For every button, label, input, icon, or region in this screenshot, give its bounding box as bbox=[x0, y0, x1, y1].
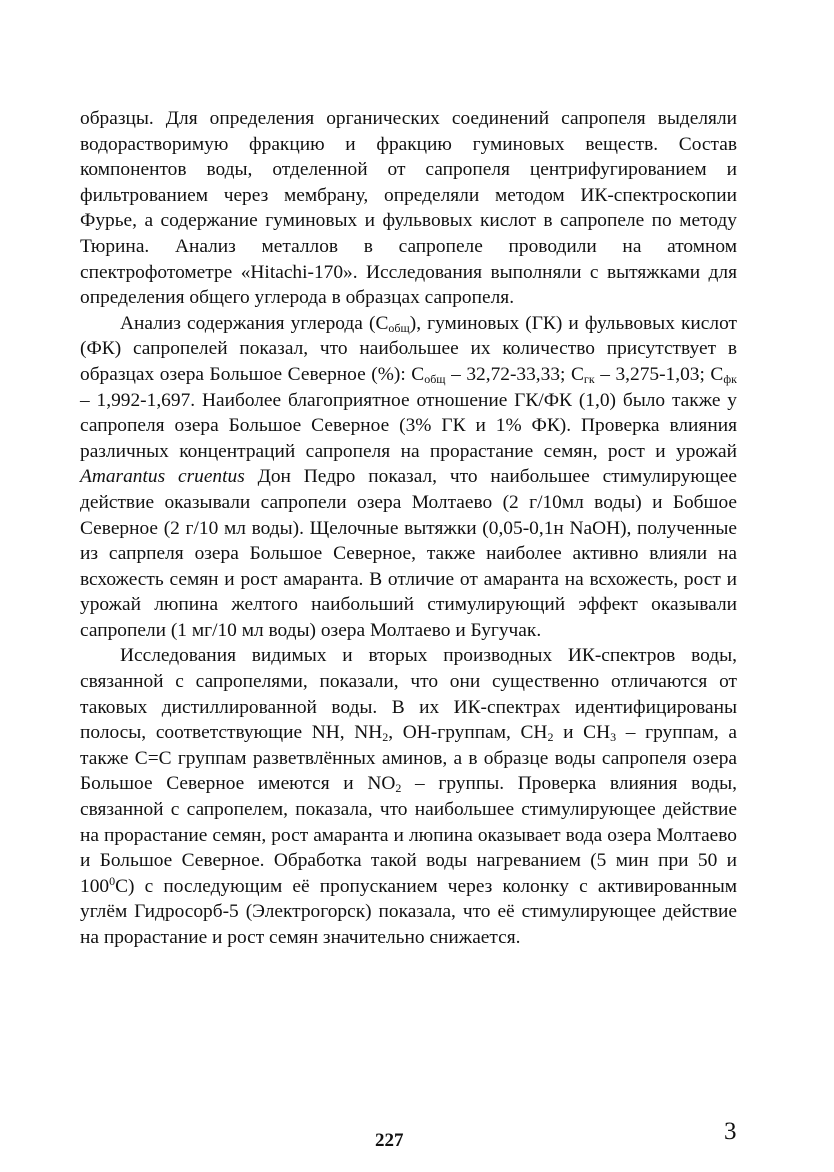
paragraph-1 bbox=[80, 106, 737, 311]
p3-text-5: – группы. Проверка влияния воды, связанной с сапропелем, показала, что наибольшее стимулирующее действие на прорастание семян, рост амаранта и люпина оказывает вода озера Молтаево и Большое Северное. Обработка такой воды нагреванием (5 мин при 50 и 100 bbox=[80, 773, 737, 897]
species-name: Amarantus cruentus bbox=[80, 466, 245, 488]
p3-subscript-3: 3 bbox=[610, 730, 617, 745]
p2-text-4: – 3,275-1,03; С bbox=[594, 363, 724, 385]
p2-text-1: Анализ содержания углерода (С bbox=[120, 312, 389, 334]
p2-text-6: Дон Педро показал, что наибольшее стимулирующее действие оказывали сапропели озера Молтаево (2 г/10мл воды) и Бобшое Северное (2 г/10 мл воды). Щелочные вытяжки (0,05-0,1н NaOH), полученные из сапрпеля озера Большое Северное, также наиболее активно влияли на всхожесть семян и рост амаранта. В отличие от амаранта на всхожесть, рост и урожай люпина желтого наибольший стимулирующий эффект оказывали сапропели (1 мг/10 мл воды) озера Молтаево и Бугучак. bbox=[80, 466, 737, 641]
p2-text-5: – 1,992-1,697. Наиболее благоприятное отношение ГК/ФК (1,0) было также у сапропеля озера Большое Северное (3% ГК и 1% ФК). Проверка влияния различных концентраций сапропеля на прорастание семян, рост и урожай bbox=[80, 389, 737, 462]
corner-mark: 3 bbox=[724, 1118, 737, 1145]
p2-subscript-4: фк bbox=[723, 371, 737, 386]
p3-text-2: , OH-группам, CH bbox=[388, 722, 548, 744]
p2-text-3: – 32,72-33,33; С bbox=[445, 363, 584, 385]
page-number: 227 bbox=[375, 1130, 404, 1151]
p3-subscript-4: 2 bbox=[395, 781, 402, 796]
p2-text-2: ), гуминовых (ГК) и фульвовых кислот (ФК) сапропелей показал, что наибольшее их количество присутствует в образцах озера Большое Северное (%): С bbox=[80, 312, 737, 385]
p3-subscript-1: 2 bbox=[382, 730, 389, 745]
paragraph-3 bbox=[80, 643, 737, 950]
p2-subscript-3: гк bbox=[583, 371, 595, 386]
paragraph-1-text: образцы. Для определения органических соединений сапропеля выделяли водорастворимую фракцию и фракцию гуминовых веществ. Состав компонентов воды, отделенной от сапропеля центрифугированием и фильтрованием через мембрану, определяли методом ИК-спектроскопии Фурье, а содержание гуминовых и фульвовых кислот в сапропеле по методу Тюрина. Анализ металлов в сапропеле проводили на атомном спектрофотометре «Hitachi-170». Исследования выполняли с вытяжками для определения общего углерода в образцах сапропеля. bbox=[80, 108, 737, 309]
p3-text-3: и CH bbox=[553, 722, 611, 744]
p3-text-6: С) с последующим её пропусканием через колонку с активированным углём Гидросорб-5 (Электрогорск) показала, что её стимулирующее действие на прорастание и рост семян значительно снижается. bbox=[80, 875, 737, 948]
p2-subscript-2: общ bbox=[424, 371, 446, 386]
p3-subscript-2: 2 bbox=[547, 730, 554, 745]
article-body bbox=[80, 106, 737, 951]
p3-text-4: – группам, а также C=C группам разветвлённых аминов, а в образце воды сапропеля озера Большое Северное имеются и NO bbox=[80, 722, 737, 795]
p2-subscript-1: общ bbox=[388, 320, 410, 335]
paragraph-2 bbox=[80, 311, 737, 644]
p3-superscript-1: 0 bbox=[109, 873, 116, 888]
p3-text-1: Исследования видимых и вторых производных ИК-спектров воды, связанной с сапропелями, показали, что они существенно отличаются от таковых дистиллированной воды. В их ИК-спектрах идентифицированы полосы, соответствующие NH, NH bbox=[80, 645, 737, 744]
